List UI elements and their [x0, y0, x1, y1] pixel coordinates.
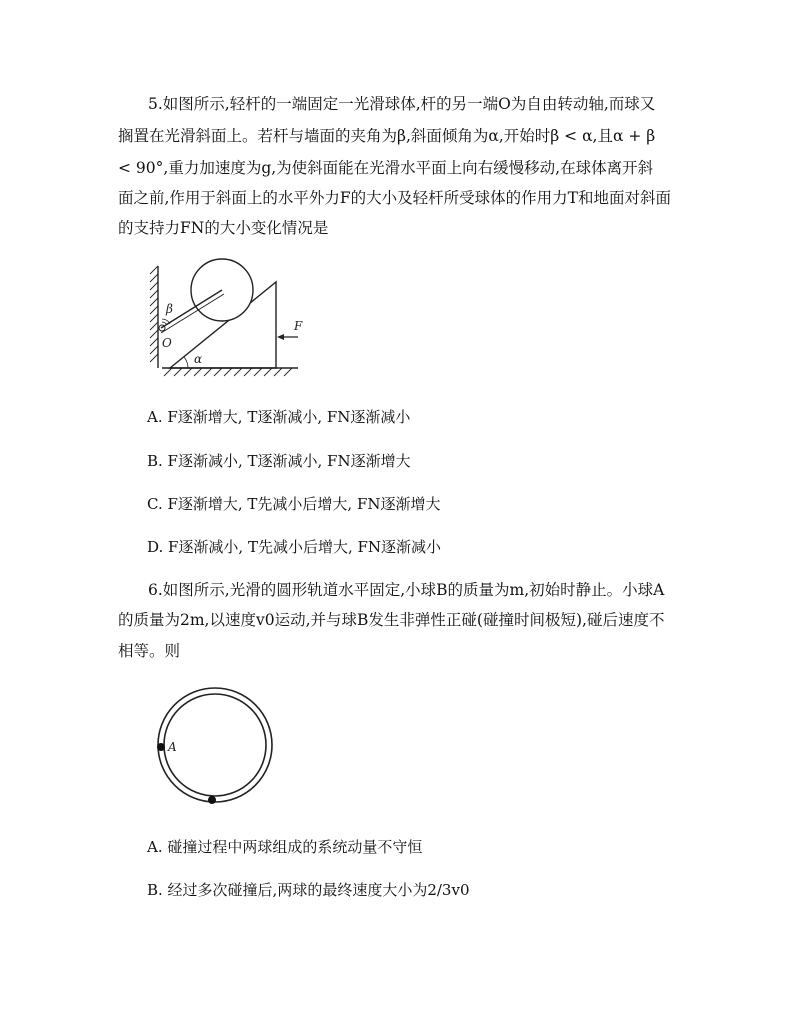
q5-option-b: B. F逐渐减小, T逐渐减小, FN逐渐增大 [147, 452, 411, 470]
q6-line-2: 的质量为2m,以速度v0运动,并与球B发生非弹性正碰(碰撞时间极短),碰后速度不 [118, 611, 665, 629]
incline-ball-figure [148, 250, 308, 380]
q5-option-d: D. F逐渐减小, T先减小后增大, FN逐渐减小 [147, 538, 442, 556]
ball-a [157, 743, 165, 751]
q5-line-2: 搁置在光滑斜面上。若杆与墙面的夹角为β,斜面倾角为α,开始时β < α,且α + β [118, 127, 656, 145]
force-f-label: F [294, 319, 303, 333]
q5-line-4: 面之前,作用于斜面上的水平外力F的大小及轻杆所受球体的作用力T和地面对斜面 [118, 189, 672, 207]
q6-line-3: 相等。则 [118, 642, 181, 660]
ball-b [208, 796, 216, 804]
q5-option-a: A. F逐渐增大, T逐渐减小, FN逐渐减小 [147, 408, 411, 426]
q5-line-3: < 90°,重力加速度为g,为使斜面能在光滑水平面上向右缓慢移动,在球体离开斜 [118, 159, 654, 177]
alpha-label: α [194, 352, 203, 366]
q6-line-1: 6.如图所示,光滑的圆形轨道水平固定,小球B的质量为m,初始时静止。小球A [148, 581, 665, 599]
q6-option-a: A. 碰撞过程中两球组成的系统动量不守恒 [147, 838, 423, 856]
q5-option-c: C. F逐渐增大, T先减小后增大, FN逐渐增大 [147, 495, 441, 513]
ball-a-label: A [168, 740, 177, 754]
pivot-o-label: O [162, 336, 172, 350]
q5-line-5: 的支持力FN的大小变化情况是 [118, 219, 329, 237]
circular-track-figure [152, 684, 282, 814]
q6-option-b: B. 经过多次碰撞后,两球的最终速度大小为2/3v0 [147, 881, 470, 899]
q5-line-1: 5.如图所示,轻杆的一端固定一光滑球体,杆的另一端O为自由转动轴,而球又 [148, 95, 656, 113]
beta-label: β [166, 302, 173, 316]
